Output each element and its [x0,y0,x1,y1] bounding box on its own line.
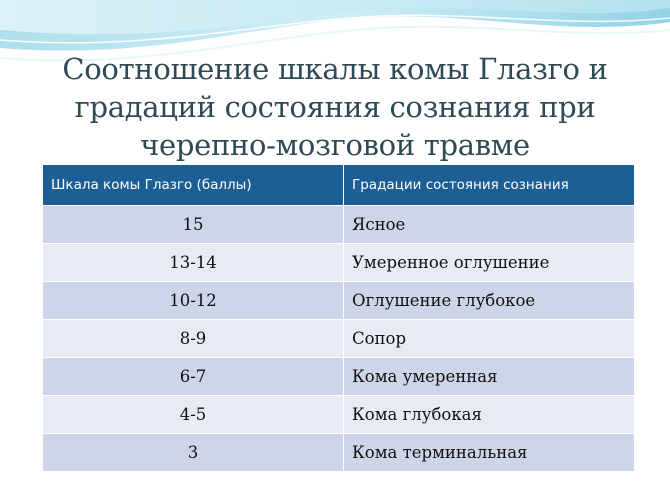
gcs-score-cell: 10-12 [43,282,344,320]
table-header-row [43,165,635,206]
gcs-score-cell: 3 [43,434,344,472]
slide-title-line-2: градаций состояния сознания при [74,90,596,124]
table-row [43,396,635,434]
gcs-score-cell: 8-9 [43,320,344,358]
table-row [43,282,635,320]
consciousness-grade-cell: Кома глубокая [344,396,635,434]
table-row [43,206,635,244]
table-row [43,358,635,396]
table-row [43,244,635,282]
consciousness-grade-cell: Умеренное оглушение [344,244,635,282]
consciousness-grade-cell: Сопор [344,320,635,358]
consciousness-grade-cell: Кома терминальная [344,434,635,472]
column-header-consciousness-grade: Градации состояния сознания [344,165,635,206]
glasgow-consciousness-table [42,164,635,472]
column-header-gcs-score: Шкала комы Глазго (баллы) [43,165,344,206]
consciousness-grade-cell: Кома умеренная [344,358,635,396]
gcs-score-cell: 15 [43,206,344,244]
slide-title [40,50,630,164]
slide-title-line-3: черепно-мозговой травме [140,128,530,162]
gcs-score-cell: 4-5 [43,396,344,434]
consciousness-grade-cell: Оглушение глубокое [344,282,635,320]
slide-title-line-1: Соотношение шкалы комы Глазго и [62,52,608,86]
gcs-score-cell: 13-14 [43,244,344,282]
consciousness-grade-cell: Ясное [344,206,635,244]
table-row [43,320,635,358]
gcs-score-cell: 6-7 [43,358,344,396]
table-row [43,434,635,472]
